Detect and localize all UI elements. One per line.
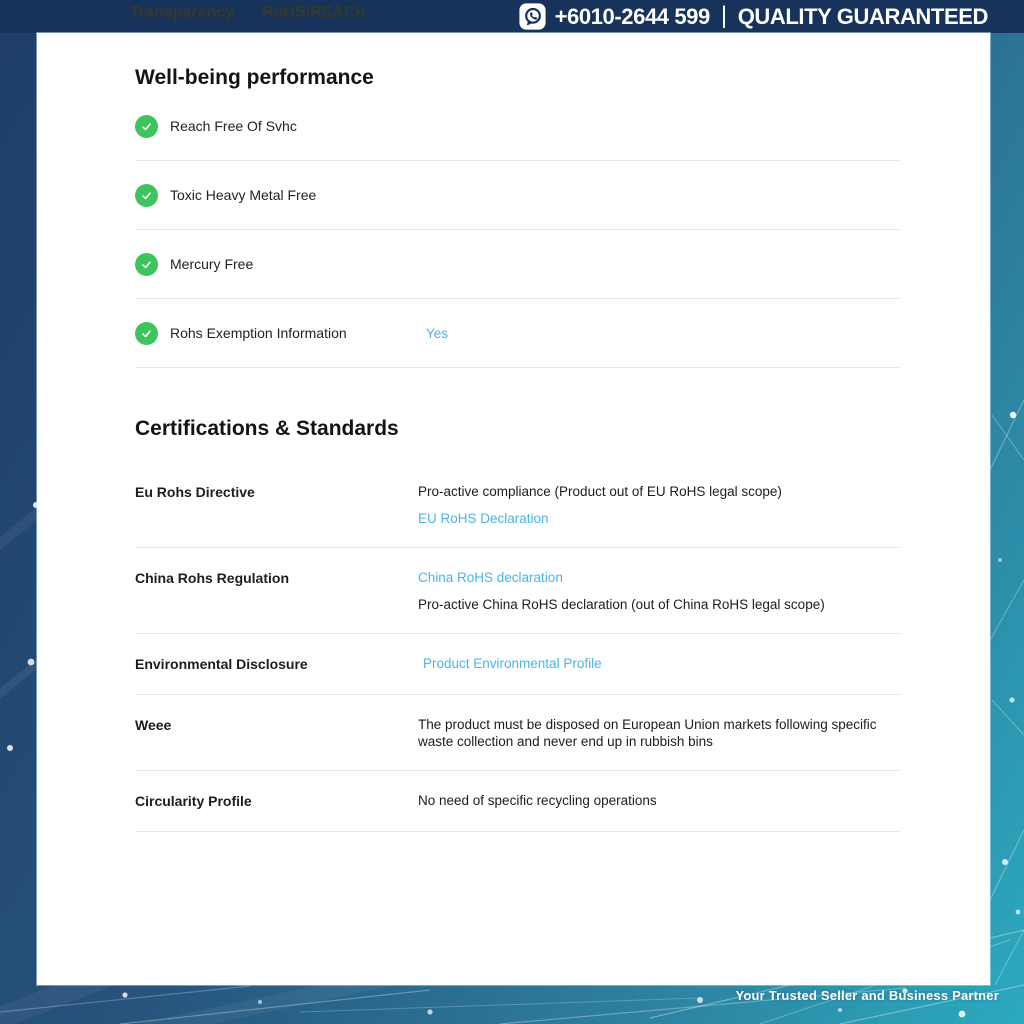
contact-tagline: QUALITY GUARANTEED [737,3,988,29]
whatsapp-icon [519,3,546,30]
cert-text: Pro-active compliance (Product out of EU RoHS legal scope) [418,484,782,499]
cert-row-eu-rohs [135,462,901,548]
cert-text: Pro-active China RoHS declaration (out of China RoHS legal scope) [418,597,825,612]
product-compliance-card [37,33,990,985]
check-circle-icon [135,253,158,276]
footer-tagline: Your Trusted Seller and Business Partner [735,988,999,1003]
wellbeing-label: Rohs Exemption Information [170,325,347,341]
cert-label: Circularity Profile [135,793,252,809]
cert-label: Environmental Disclosure [135,656,308,672]
wellbeing-label: Mercury Free [170,256,254,272]
cert-row-circularity-profile [135,771,901,832]
contact-phone: +6010-2644 599 [554,3,710,29]
cert-text: No need of specific recycling operations [418,793,657,808]
cert-label: Weee [135,717,172,733]
tab-transparency[interactable]: Transparency [130,4,235,21]
wellbeing-row-mercury-free [135,230,901,299]
wellbeing-row-reach-free [135,92,901,161]
cert-label: China Rohs Regulation [135,570,289,586]
china-rohs-declaration-link[interactable]: China RoHS declaration [418,570,563,585]
cert-row-weee [135,695,901,771]
product-environmental-profile-link[interactable]: Product Environmental Profile [423,656,602,671]
check-circle-icon [135,115,158,138]
wellbeing-row-rohs-exemption [135,299,901,368]
certifications-title: Certifications & Standards [135,417,399,440]
cert-row-environmental-disclosure [135,634,901,695]
wellbeing-title: Well-being performance [135,66,374,89]
cert-text: The product must be disposed on European Union markets following specific waste collection and never end up in rubbish bins [418,717,877,749]
wellbeing-label: Reach Free Of Svhc [170,118,297,134]
contact-banner[interactable] [519,0,988,33]
top-bar [0,0,1024,33]
contact-separator: | [720,1,727,29]
cert-row-china-rohs [135,548,901,634]
cert-label: Eu Rohs Directive [135,484,255,500]
page-tabs [130,4,365,22]
check-circle-icon [135,322,158,345]
tab-rohs-reach[interactable]: RoHS/REACh [262,4,366,21]
rohs-exemption-yes-link[interactable]: Yes [426,325,449,341]
wellbeing-label: Toxic Heavy Metal Free [170,187,317,203]
wellbeing-row-toxic-metal-free [135,161,901,230]
check-circle-icon [135,184,158,207]
eu-rohs-declaration-link[interactable]: EU RoHS Declaration [418,511,549,526]
